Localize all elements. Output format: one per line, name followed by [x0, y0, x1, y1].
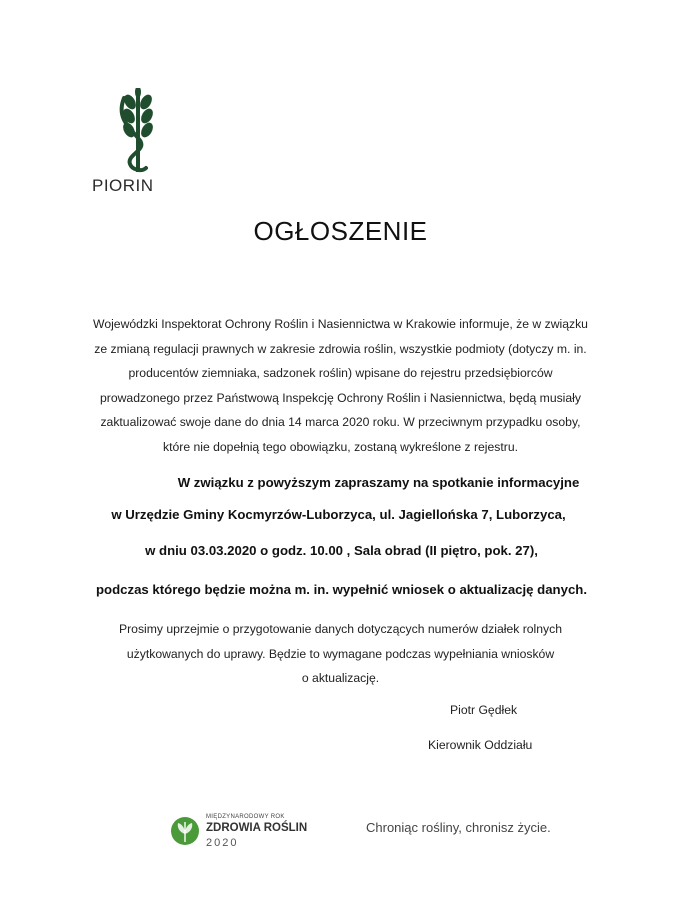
- signature-name: Piotr Gędłek: [450, 703, 518, 717]
- closing-line: o aktualizację.: [301, 671, 380, 685]
- footer-logo-year: 2020: [206, 837, 239, 849]
- closing-paragraph: [80, 617, 601, 691]
- intro-line: ze zmianą regulacji prawnych w zakresie zdrowia roślin, wszystkie podmioty (dotyczy m. in.: [94, 341, 587, 356]
- piorin-logo: [90, 88, 182, 198]
- intro-line: zaktualizować swoje dane do dnia 14 marca 2020 roku. W przeciwnym przypadku osoby,: [100, 415, 581, 429]
- invitation-line: W związku z powyższym zapraszamy na spotkanie informacyjne: [177, 475, 580, 490]
- signature-role: Kierownik Oddziału: [428, 738, 533, 752]
- intro-paragraph: [60, 312, 621, 459]
- intro-line: Wojewódzki Inspektorat Ochrony Roślin i Nasiennictwa w Krakowie informuje, że w związku: [93, 317, 588, 331]
- closing-line: Prosimy uprzejmie o przygotowanie danych dotyczących numerów działek rolnych: [118, 622, 562, 636]
- purpose-line: podczas którego będzie można m. in. wypełnić wniosek o aktualizację danych.: [96, 582, 587, 597]
- date-line: w dniu 03.03.2020 o godz. 10.00 , Sala obrad (II piętro, pok. 27),: [145, 543, 538, 558]
- intro-line: które nie dopełnią tego obowiązku, zostaną wykreślone z rejestru.: [163, 439, 518, 454]
- page-title: OGŁOSZENIE: [253, 216, 428, 246]
- footer-logo-big-text: ZDROWIA ROŚLIN: [206, 822, 308, 834]
- intro-line: producentów ziemniaka, sadzonek roślin) wpisane do rejestru przedsiębiorców: [128, 366, 553, 380]
- footer-logo-small-text: MIĘDZYNARODOWY ROK: [206, 814, 285, 820]
- wheat-serpent-icon: [116, 88, 160, 176]
- footer-slogan: Chroniąc rośliny, chronisz życie.: [366, 820, 551, 835]
- leaf-circle-icon: [170, 816, 200, 846]
- location-line: w Urzędzie Gminy Kocmyrzów-Luborzyca, ul. Jagiellońska 7, Luborzyca,: [111, 507, 566, 522]
- footer-logo: [170, 812, 310, 852]
- intro-line: prowadzonego przez Państwową Inspekcję Ochrony Roślin i Nasiennictwa, będą musiały: [100, 390, 581, 405]
- logo-text: PIORIN: [92, 176, 154, 195]
- closing-line: użytkowanych do uprawy. Będzie to wymagane podczas wypełniania wniosków: [126, 646, 555, 661]
